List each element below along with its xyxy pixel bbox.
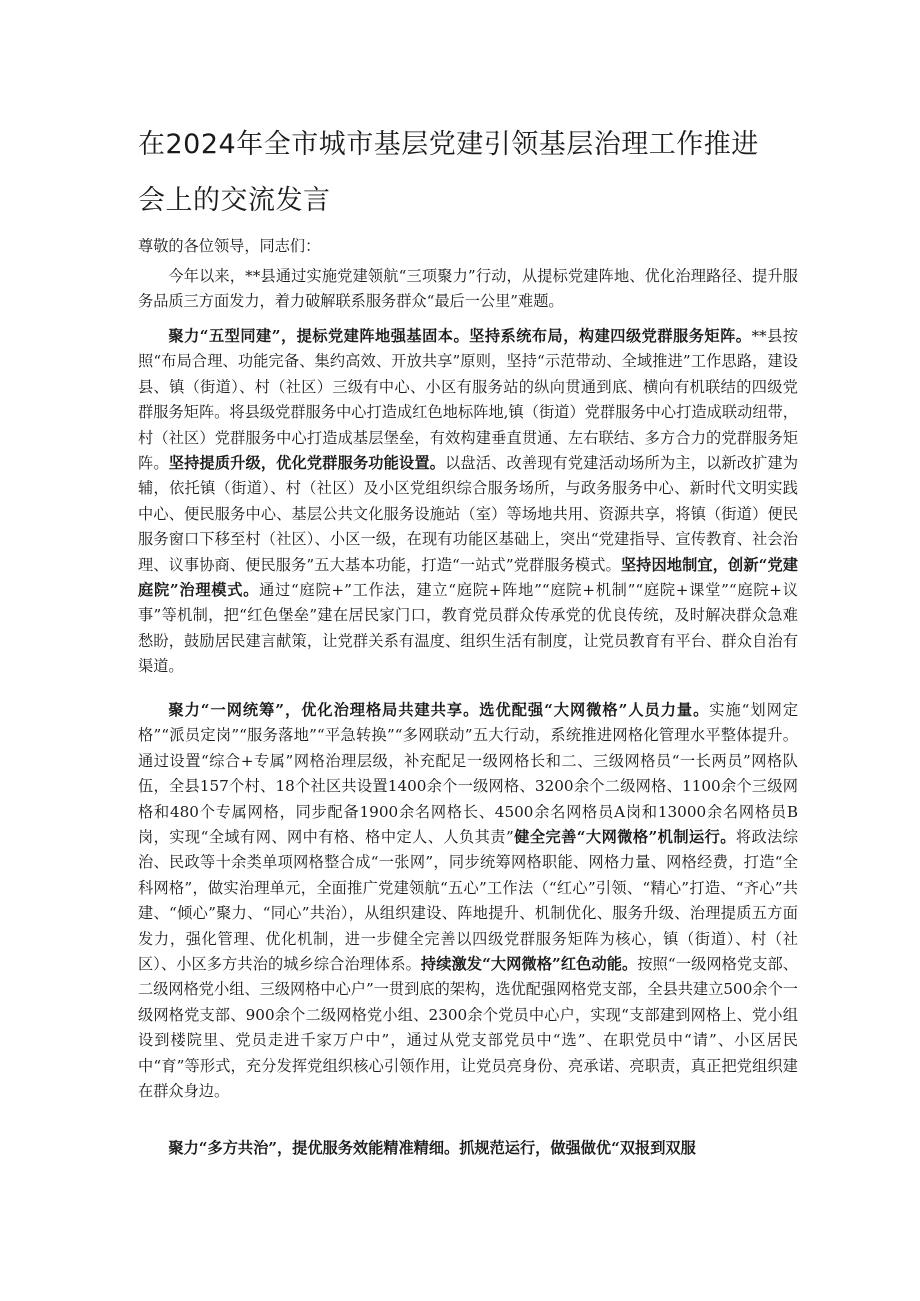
section-1-text-3: 通过“庭院+”工作法，建立“庭院+阵地”“庭院+机制”“庭院+课堂”“庭院+议事”等机制，把“红色堡垒”建在居民家门口，教育党员群众传承党的优良传统，及时解决群众急难愁盼，鼓励居民建言献策，让党群关系有温度、组织生活有制度，让党员教育有平台、群众自治有渠道。 (138, 581, 798, 676)
section-2-lead: 聚力“一网统筹”，优化治理格局共建共享。选优配强“大网微格”人员力量。 (168, 701, 710, 719)
section-1-lead: 聚力“五型同建”，提标党建阵地强基固本。坚持系统布局，构建四级党群服务矩阵。 (168, 327, 752, 345)
section-1-bold-2: 坚持提质升级，优化党群服务功能设置。 (168, 454, 446, 473)
section-2-paragraph (138, 698, 798, 1105)
section-1-bold-3: 坚持因地制宜，创新“党建庭院”治理模式。 (138, 555, 798, 600)
section-2-text-1: 实施“划网定格”“派员定岗”“服务落地”“平急转换”“多网联动”五大行动，系统推进网格化管理水平整体提升。通过设置“综合+专属”网格治理层级，补充配足一级网格长和二、三级网格员“一长两员”网格队伍，全县157个村、18个社区共设置1400余个一级网格、3200余个二级网格、1100余个三级网格和480个专属网格，同步配备1900余名网格长、4500余名网格员A岗和13000余名网格员B岗，实现“全域有网、网中有格、格中定人、人负其责” (138, 701, 799, 847)
section-2-text-3: 按照“一级网格党支部、二级网格党小组、三级网格中心户”一贯到底的架构，选优配强网格党支部，全县共建立500余个一级网格党支部、900余个二级网格党小组、2300余个党员中心户，实现“支部建到网格上、党小组设到楼院里、党员走进千家万户中”，通过从党支部党员中“选”、在职党员中“请”、小区居民中“育”等形式，充分发挥党组织核心引领作用，让党员亮身份、亮承诺、亮职责，真正把党组织建在群众身边。 (138, 955, 798, 1101)
section-2-bold-3: 持续激发“大网微格”红色动能。 (420, 955, 638, 974)
section-2-text-2: 将政法综治、民政等十余类单项网格整合成“一张网”，同步统筹网格职能、网格力量、网格经费，打造“全科网格”，做实治理单元，全面推广党建领航“五心”工作法（“红心”引领、“精心”打造、“齐心”共建、“倾心”聚力、“同心”共治），从组织建设、阵地提升、机制优化、服务升级、治理提质五方面发力，强化管理、优化机制，进一步健全完善以四级党群服务矩阵为核心，镇（街道）、村（社区）、小区多方共治的城乡综合治理体系。 (138, 828, 798, 974)
title-line-1: 在2024年全市城市基层党建引领基层治理工作推进 (138, 129, 759, 160)
section-1-text-2: 以盘活、改善现有党建活动场所为主，以新改扩建为辅，依托镇（街道）、村（社区）及小区党组织综合服务场所，与政务服务中心、新时代文明实践中心、便民服务中心、基层公共文化服务设施站（室）等场地共用、资源共享，将镇（街道）便民服务窗口下移至村（社区）、小区一级，在现有功能区基础上，突出“党建指导、宣传教育、社会治理、议事协商、便民服务”五大基本功能，打造“一站式”党群服务模式。 (138, 454, 799, 574)
salutation: 尊敬的各位领导，同志们： (138, 237, 321, 255)
document-title (138, 117, 798, 229)
section-2-bold-2: 健全完善“大网微格”机制运行。 (513, 828, 736, 847)
intro-paragraph: 今年以来，**县通过实施党建领航“三项聚力”行动，从提标党建阵地、优化治理路径、提升服务品质三方面发力，着力破解联系服务群众“最后一公里”难题。 (138, 267, 798, 311)
section-1-paragraph (138, 324, 798, 680)
title-line-2: 会上的交流发言 (138, 185, 331, 216)
section-1-text-1: **县按照“布局合理、功能完备、集约高效、开放共享”原则，坚持“示范带动、全域推进”工作思路，建设县、镇（街道）、村（社区）三级有中心、小区有服务站的纵向贯通到底、横向有机联结的四级党群服务矩阵。将县级党群服务中心打造成红色地标阵地,镇（街道）党群服务中心打造成联动纽带，村（社区）党群服务中心打造成基层堡垒，有效构建垂直贯通、左右联结、多方合力的党群服务矩阵。 (138, 327, 798, 473)
section-3-paragraph (138, 1136, 798, 1161)
section-3-lead: 聚力“多方共治”，提优服务效能精准精细。抓规范运行，做强做优“双报到双服 (168, 1139, 696, 1157)
